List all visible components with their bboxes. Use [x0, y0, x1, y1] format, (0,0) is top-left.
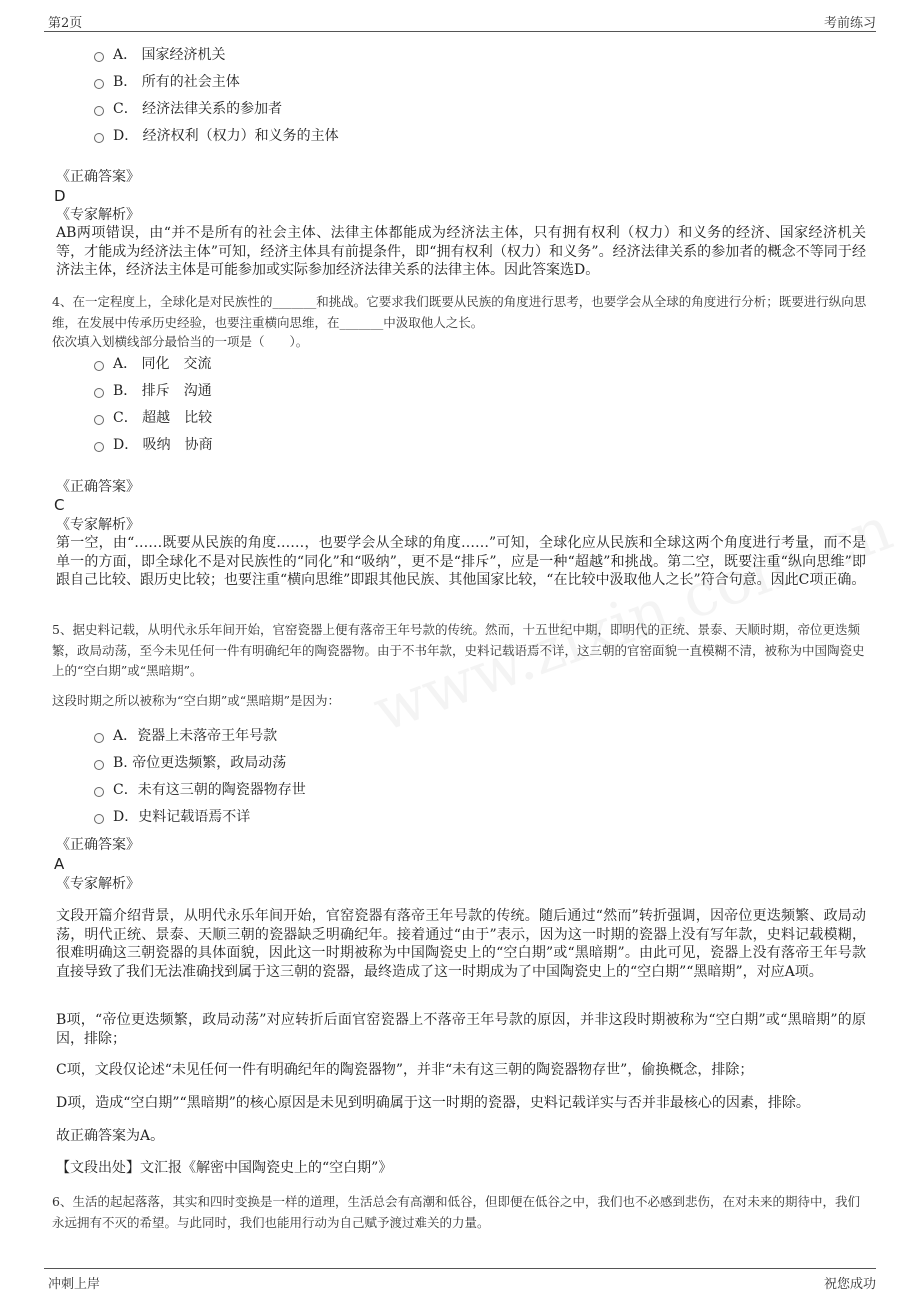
- q4-analysis-label: 《专家解析》: [56, 517, 140, 533]
- radio-icon[interactable]: [94, 760, 104, 770]
- radio-icon[interactable]: [94, 787, 104, 797]
- q5-analysis-p4: D项，造成“空白期”“黑暗期”的核心原因是未见到明确属于这一时期的瓷器，史料记载详实与否并非最核心的因素，排除。: [56, 1095, 810, 1111]
- q4-answer-label: 《正确答案》: [56, 479, 140, 495]
- q5-option-a[interactable]: A．瓷器上未落帝王年号款: [94, 727, 277, 745]
- q3-option-b[interactable]: B． 所有的社会主体: [94, 73, 240, 91]
- q3-answer: D: [54, 187, 66, 205]
- q4-option-d[interactable]: D． 吸纳 协商: [94, 436, 213, 454]
- footer-rule: [44, 1268, 876, 1269]
- radio-icon[interactable]: [94, 52, 104, 62]
- page-header: [48, 12, 876, 30]
- q4-prompt: 依次填入划横线部分最恰当的一项是（ ）。: [52, 334, 309, 349]
- radio-icon[interactable]: [94, 814, 104, 824]
- q4-option-a[interactable]: A． 同化 交流: [94, 355, 212, 373]
- q3-option-a[interactable]: A． 国家经济机关: [94, 46, 226, 64]
- q4-option-b[interactable]: B． 排斥 沟通: [94, 382, 212, 400]
- q5-answer: A: [54, 855, 65, 873]
- q5-analysis-p3: C项，文段仅论述“未见任何一件有明确纪年的陶瓷器物”，并非“未有这三朝的陶瓷器物存世”，偷换概念，排除；: [56, 1062, 754, 1078]
- q5-stem: 5、据史料记载，从明代永乐年间开始，官窑瓷器上便有落帝王年号款的传统。然而，十五世纪中期，即明代的正统、景泰、天顺时期，帝位更迭频繁，政局动荡，至今未见任何一件有明确纪年的陶瓷器物。由于不书年款，史料记载语焉不详，这三朝的官窑面貌一直模糊不清，被称为中国陶瓷史上的“空白期”或“黑暗期”。: [52, 622, 865, 678]
- radio-icon[interactable]: [94, 361, 104, 371]
- q5-option-d[interactable]: D．史料记载语焉不详: [94, 808, 250, 826]
- q5-option-b[interactable]: B. 帝位更迭频繁，政局动荡: [94, 754, 286, 772]
- q4-answer: C: [54, 496, 65, 514]
- q5-source: 【文段出处】文汇报《解密中国陶瓷史上的“空白期”》: [56, 1160, 393, 1176]
- radio-icon[interactable]: [94, 79, 104, 89]
- q4-analysis: 第一空，由“……既要从民族的角度……，也要学会从全球的角度……”可知，全球化应从民族和全球这两个角度进行考量，而不是单一的方面，即全球化不是对民族性的“同化”和“吸纳”，更不是“排斥”，应是一种“超越”和挑战。第二空，既要注重“纵向思维”即跟自己比较、跟历史比较；也要注重“横向思维”即跟其他民族、其他国家比较，“在比较中汲取他人之长”符合句意。因此C项正确。: [56, 535, 866, 588]
- radio-icon[interactable]: [94, 415, 104, 425]
- header-title: 考前练习: [823, 16, 876, 31]
- q4-stem: 4、在一定程度上，全球化是对民族性的_______和挑战。它要求我们既要从民族的角度进行思考，也要学会从全球的角度进行分析；既要进行纵向思维，在发展中传承历史经验，也要注重横向思维，在_______中汲取他人之长。: [52, 294, 867, 330]
- footer-right: 祝您成功: [823, 1277, 876, 1292]
- q3-option-d[interactable]: D． 经济权利（权力）和义务的主体: [94, 127, 339, 145]
- radio-icon[interactable]: [94, 388, 104, 398]
- radio-icon[interactable]: [94, 106, 104, 116]
- q5-analysis-p2: B项，“帝位更迭频繁，政局动荡”对应转折后面官窑瓷器上不落帝王年号款的原因，并非这段时期被称为“空白期”或“黑暗期”的原因，排除；: [56, 1012, 866, 1047]
- q3-analysis: AB两项错误，由“并不是所有的社会主体、法律主体都能成为经济法主体，只有拥有权利（权力）和义务的经济、国家经济机关等，才能成为经济法主体”可知，经济主体具有前提条件，即“拥有权利（权力）和义务”。经济法律关系的参加者的概念不等同于经济法主体，经济法主体是可能参加或实际参加经济法律关系的法律主体。因此答案选D。: [56, 225, 866, 278]
- header-rule: [44, 31, 876, 32]
- q5-analysis-p1: 文段开篇介绍背景，从明代永乐年间开始，官窑瓷器有落帝王年号款的传统。随后通过“然而”转折强调，因帝位更迭频繁、政局动荡，明代正统、景泰、天顺三朝的瓷器缺乏明确纪年。接着通过“由于”表示，因为这一时期的瓷器上没有写年款，史料记载模糊，很难明确这三朝瓷器的具体面貌，因此这一时期被称为中国陶瓷史上的“空白期”或“黑暗期”。由此可见，瓷器上没有落帝王年号款直接导致了我们无法准确找到属于这三朝的瓷器，最终造成了这一时期成为了中国陶瓷史上的“空白期”“黑暗期”，对应A项。: [56, 908, 866, 980]
- q5-answer-label: 《正确答案》: [56, 837, 140, 853]
- q5-option-c[interactable]: C．未有这三朝的陶瓷器物存世: [94, 781, 306, 799]
- q3-analysis-label: 《专家解析》: [56, 207, 140, 223]
- q5-analysis-label: 《专家解析》: [56, 876, 140, 892]
- q6-stem: 6、生活的起起落落，其实和四时变换是一样的道理，生活总会有高潮和低谷，但即便在低谷之中，我们也不必感到悲伤，在对未来的期待中，我们永远拥有不灭的希望。与此同时，我们也能用行动为自己赋予渡过难关的力量。: [52, 1194, 860, 1230]
- footer-left: 冲刺上岸: [48, 1277, 101, 1292]
- q3-answer-label: 《正确答案》: [56, 169, 140, 185]
- radio-icon[interactable]: [94, 733, 104, 743]
- q4-option-c[interactable]: C． 超越 比较: [94, 409, 212, 427]
- q3-option-c[interactable]: C． 经济法律关系的参加者: [94, 100, 282, 118]
- q5-analysis-p5: 故正确答案为A。: [56, 1128, 165, 1144]
- radio-icon[interactable]: [94, 442, 104, 452]
- radio-icon[interactable]: [94, 133, 104, 143]
- page-number: 第2页: [48, 16, 83, 31]
- q5-prompt: 这段时期之所以被称为“空白期”或“黑暗期”是因为：: [52, 693, 341, 708]
